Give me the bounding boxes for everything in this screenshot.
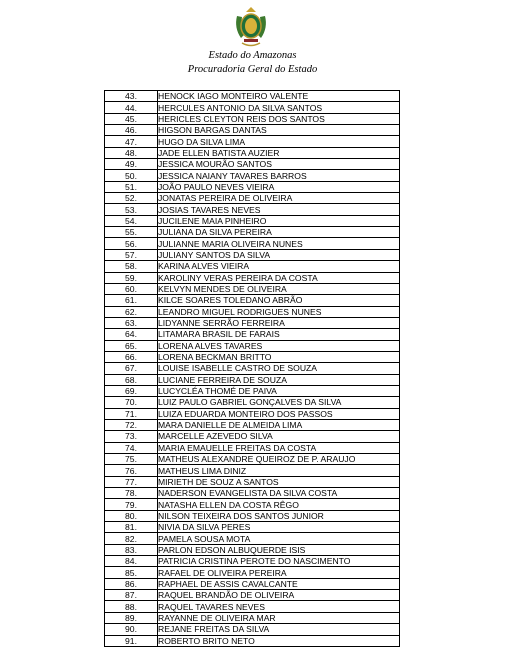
- row-name: ROBERTO BRITO NETO: [158, 635, 400, 646]
- table-row: [105, 533, 400, 544]
- row-number: 54.: [105, 215, 158, 226]
- table-row: [105, 431, 400, 442]
- table-row: [105, 102, 400, 113]
- table-row: [105, 351, 400, 362]
- row-number: 76.: [105, 465, 158, 476]
- table-row: [105, 249, 400, 260]
- table-row: [105, 136, 400, 147]
- row-name: PAMELA SOUSA MOTA: [158, 533, 400, 544]
- row-name: JESSICA MOURÃO SANTOS: [158, 159, 400, 170]
- row-name: JULIANY SANTOS DA SILVA: [158, 249, 400, 260]
- table-row: [105, 159, 400, 170]
- table-row: [105, 181, 400, 192]
- row-name: HERICLES CLEYTON REIS DOS SANTOS: [158, 113, 400, 124]
- row-name: PARLON EDSON ALBUQUERDE ISIS: [158, 544, 400, 555]
- row-number: 62.: [105, 306, 158, 317]
- table-row: [105, 261, 400, 272]
- table-row: [105, 397, 400, 408]
- row-number: 84.: [105, 556, 158, 567]
- row-number: 46.: [105, 125, 158, 136]
- row-number: 69.: [105, 385, 158, 396]
- row-number: 90.: [105, 624, 158, 635]
- row-name: RAPHAEL DE ASSIS CAVALCANTE: [158, 578, 400, 589]
- table-row: [105, 91, 400, 102]
- row-name: JESSICA NAIANY TAVARES BARROS: [158, 170, 400, 181]
- row-name: MATHEUS ALEXANDRE QUEIROZ DE P. ARAUJO: [158, 454, 400, 465]
- table-row: [105, 556, 400, 567]
- row-name: JOSIAS TAVARES NEVES: [158, 204, 400, 215]
- table-row: [105, 215, 400, 226]
- table-row: [105, 147, 400, 158]
- row-number: 65.: [105, 340, 158, 351]
- table-row: [105, 317, 400, 328]
- row-name: LORENA ALVES TAVARES: [158, 340, 400, 351]
- row-number: 67.: [105, 363, 158, 374]
- row-name: RAFAEL DE OLIVEIRA PEREIRA: [158, 567, 400, 578]
- row-name: RAYANNE DE OLIVEIRA MAR: [158, 612, 400, 623]
- row-number: 47.: [105, 136, 158, 147]
- table-row: [105, 635, 400, 646]
- row-name: RAQUEL TAVARES NEVES: [158, 601, 400, 612]
- table-row: [105, 510, 400, 521]
- row-number: 44.: [105, 102, 158, 113]
- table-row: [105, 295, 400, 306]
- row-name: MIRIETH DE SOUZ A SANTOS: [158, 476, 400, 487]
- row-number: 63.: [105, 317, 158, 328]
- table-row: [105, 544, 400, 555]
- row-name: NATASHA ELLEN DA COSTA RÊGO: [158, 499, 400, 510]
- row-name: KAROLINY VERAS PEREIRA DA COSTA: [158, 272, 400, 283]
- table-row: [105, 385, 400, 396]
- table-row: [105, 306, 400, 317]
- row-number: 73.: [105, 431, 158, 442]
- row-name: LUCYCLÉA THOMÉ DE PAIVA: [158, 385, 400, 396]
- row-number: 77.: [105, 476, 158, 487]
- row-number: 79.: [105, 499, 158, 510]
- table-row: [105, 238, 400, 249]
- table-row: [105, 227, 400, 238]
- row-number: 68.: [105, 374, 158, 385]
- row-name: PATRICIA CRISTINA PEROTE DO NASCIMENTO: [158, 556, 400, 567]
- row-number: 59.: [105, 272, 158, 283]
- table-row: [105, 283, 400, 294]
- row-name: HENOCK IAGO MONTEIRO VALENTE: [158, 91, 400, 102]
- row-number: 53.: [105, 204, 158, 215]
- row-number: 71.: [105, 408, 158, 419]
- row-number: 86.: [105, 578, 158, 589]
- table-row: [105, 465, 400, 476]
- row-name: NADERSON EVANGELISTA DA SILVA COSTA: [158, 488, 400, 499]
- row-number: 55.: [105, 227, 158, 238]
- table-row: [105, 363, 400, 374]
- row-number: 45.: [105, 113, 158, 124]
- names-table: [104, 90, 400, 647]
- header-agency-name: Procuradoria Geral do Estado: [187, 64, 318, 75]
- row-number: 70.: [105, 397, 158, 408]
- row-name: JOÃO PAULO NEVES VIEIRA: [158, 181, 400, 192]
- row-name: KELVYN MENDES DE OLIVEIRA: [158, 283, 400, 294]
- row-number: 87.: [105, 590, 158, 601]
- row-number: 88.: [105, 601, 158, 612]
- row-number: 48.: [105, 147, 158, 158]
- row-number: 60.: [105, 283, 158, 294]
- row-name: MATHEUS LIMA DINIZ: [158, 465, 400, 476]
- row-number: 61.: [105, 295, 158, 306]
- row-number: 52.: [105, 193, 158, 204]
- row-name: LUIZ PAULO GABRIEL GONÇALVES DA SILVA: [158, 397, 400, 408]
- table-row: [105, 567, 400, 578]
- table-row: [105, 578, 400, 589]
- row-number: 83.: [105, 544, 158, 555]
- row-name: JADE ELLEN BATISTA AUZIER: [158, 147, 400, 158]
- row-name: NIVIA DA SILVA PERES: [158, 522, 400, 533]
- row-name: JULIANNE MARIA OLIVEIRA NUNES: [158, 238, 400, 249]
- row-name: NILSON TEIXEIRA DOS SANTOS JUNIOR: [158, 510, 400, 521]
- table-row: [105, 499, 400, 510]
- row-name: LEANDRO MIGUEL RODRIGUES NUNES: [158, 306, 400, 317]
- row-name: LUCIANE FERREIRA DE SOUZA: [158, 374, 400, 385]
- row-number: 80.: [105, 510, 158, 521]
- table-row: [105, 419, 400, 430]
- table-row: [105, 488, 400, 499]
- row-number: 78.: [105, 488, 158, 499]
- row-number: 82.: [105, 533, 158, 544]
- coat-of-arms-seal: [234, 6, 268, 48]
- table-row: [105, 125, 400, 136]
- row-name: LOUISE ISABELLE CASTRO DE SOUZA: [158, 363, 400, 374]
- table-row: [105, 329, 400, 340]
- row-number: 64.: [105, 329, 158, 340]
- row-name: JUCILENE MAIA PINHEIRO: [158, 215, 400, 226]
- table-row: [105, 340, 400, 351]
- row-name: HERCULES ANTONIO DA SILVA SANTOS: [158, 102, 400, 113]
- row-name: JONATAS PEREIRA DE OLIVEIRA: [158, 193, 400, 204]
- table-row: [105, 374, 400, 385]
- row-number: 85.: [105, 567, 158, 578]
- row-name: LUIZA EDUARDA MONTEIRO DOS PASSOS: [158, 408, 400, 419]
- row-name: LITAMARA BRASIL DE FARAIS: [158, 329, 400, 340]
- row-name: MARA DANIELLE DE ALMEIDA LIMA: [158, 419, 400, 430]
- table-row: [105, 590, 400, 601]
- row-number: 91.: [105, 635, 158, 646]
- table-row: [105, 272, 400, 283]
- row-number: 51.: [105, 181, 158, 192]
- table-row: [105, 193, 400, 204]
- row-number: 49.: [105, 159, 158, 170]
- header-state-name: Estado do Amazonas: [208, 50, 297, 61]
- table-row: [105, 408, 400, 419]
- row-number: 74.: [105, 442, 158, 453]
- row-name: LORENA BECKMAN BRITTO: [158, 351, 400, 362]
- row-number: 75.: [105, 454, 158, 465]
- row-number: 50.: [105, 170, 158, 181]
- row-name: RAQUEL BRANDÃO DE OLIVEIRA: [158, 590, 400, 601]
- table-row: [105, 522, 400, 533]
- row-number: 58.: [105, 261, 158, 272]
- row-name: MARIA EMAUELLE FREITAS DA COSTA: [158, 442, 400, 453]
- row-name: LIDYANNE SERRÃO FERREIRA: [158, 317, 400, 328]
- table-row: [105, 476, 400, 487]
- row-number: 56.: [105, 238, 158, 249]
- row-number: 66.: [105, 351, 158, 362]
- table-row: [105, 113, 400, 124]
- row-name: KARINA ALVES VIEIRA: [158, 261, 400, 272]
- table-row: [105, 454, 400, 465]
- row-number: 57.: [105, 249, 158, 260]
- row-number: 89.: [105, 612, 158, 623]
- row-number: 43.: [105, 91, 158, 102]
- row-name: HUGO DA SILVA LIMA: [158, 136, 400, 147]
- table-row: [105, 601, 400, 612]
- row-name: REJANE FREITAS DA SILVA: [158, 624, 400, 635]
- table-row: [105, 442, 400, 453]
- table-row: [105, 624, 400, 635]
- row-name: HIGSON BARGAS DANTAS: [158, 125, 400, 136]
- row-number: 81.: [105, 522, 158, 533]
- table-row: [105, 170, 400, 181]
- row-name: MARCELLE AZEVEDO SILVA: [158, 431, 400, 442]
- row-name: JULIANA DA SILVA PEREIRA: [158, 227, 400, 238]
- table-row: [105, 204, 400, 215]
- row-number: 72.: [105, 419, 158, 430]
- row-name: KILCE SOARES TOLEDANO ABRÃO: [158, 295, 400, 306]
- table-row: [105, 612, 400, 623]
